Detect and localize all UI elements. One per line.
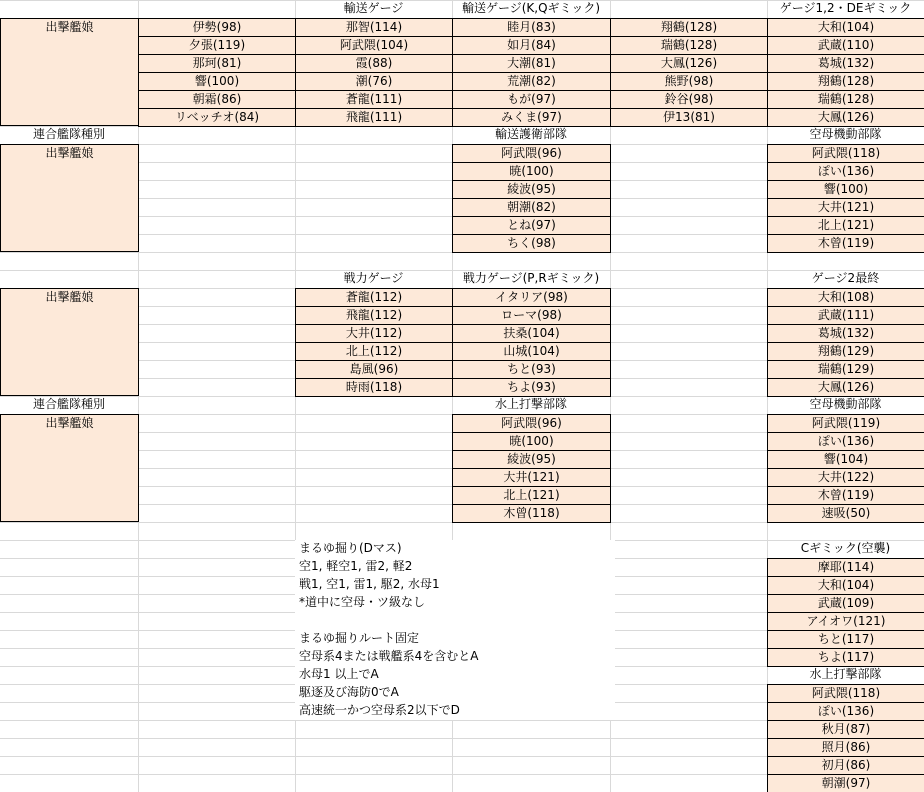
carrier-cell: 北上(121) — [767, 216, 924, 235]
gauge1-col4-cell: 伊13(81) — [610, 108, 768, 127]
header-gauge2-final: ゲージ2最終 — [811, 271, 880, 285]
carrier-task-force-header: 空母機動部隊 — [809, 127, 882, 141]
c-gimmick-cell: ちよ(117) — [767, 648, 924, 667]
note-line: まるゆ掘りルート固定 — [295, 630, 615, 648]
carrier-task-force-header-2: 空母機動部隊 — [809, 397, 882, 411]
header-transport-gauge: 輸送ゲージ — [343, 1, 404, 15]
c-gimmick-cell: 武蔵(109) — [767, 594, 924, 613]
carrier-cell: 大井(121) — [767, 198, 924, 217]
gauge2-final-cell: 翔鶴(129) — [767, 342, 924, 361]
header-battle-gauge-pr: 戦力ゲージ(P,Rギミック) — [462, 271, 600, 285]
surface-fleet-header: 水上打撃部隊 — [494, 397, 567, 411]
surface-cell: 木曾(118) — [452, 504, 611, 523]
escort-cell: とね(97) — [452, 216, 611, 235]
note-line: 高速統一かつ空母系2以下でD — [295, 702, 615, 720]
gauge1-col2-cell: 那智(114) — [295, 18, 453, 37]
gauge1-col5-cell: 瑞鶴(128) — [767, 90, 924, 109]
sortie-ships-label: 出撃艦娘 — [0, 18, 139, 126]
combined-fleet-type-label-2: 連合艦隊種別 — [32, 397, 105, 411]
gauge1-col2-cell: 霞(88) — [295, 54, 453, 73]
surface-cell: 綾波(95) — [452, 450, 611, 469]
combined2-sortie-ships-label: 出撃艦娘 — [0, 414, 139, 522]
gauge1-col5-cell: 葛城(132) — [767, 54, 924, 73]
surface-cell: 北上(121) — [452, 486, 611, 505]
gauge1-col3-cell: もが(97) — [452, 90, 611, 109]
surface-cell: 阿武隈(96) — [452, 414, 611, 433]
gauge1-col3-cell: 如月(84) — [452, 36, 611, 55]
gauge1-col5-cell: 翔鶴(128) — [767, 72, 924, 91]
note-line: 戦1, 空1, 雷1, 駆2, 水母1 — [295, 576, 615, 594]
battle-cell: 大井(112) — [295, 324, 453, 343]
battle-cell: 蒼龍(112) — [295, 288, 453, 307]
battle-cell: 時雨(118) — [295, 378, 453, 397]
note-line: 水母1 以上でA — [295, 666, 615, 684]
note-line: 駆逐及び海防0でA — [295, 684, 615, 702]
gauge1-col1-cell: 伊勢(98) — [138, 18, 296, 37]
gauge1-col3-cell: みくま(97) — [452, 108, 611, 127]
c-gimmick-surface-cell: 朝潮(97) — [767, 774, 924, 792]
note-line: 空1, 軽空1, 雷2, 軽2 — [295, 558, 615, 576]
header-gauge12-de-gimmick: ゲージ1,2・DEギミック — [779, 1, 912, 15]
note-line: 空母系4または戦艦系4を含むとA — [295, 648, 615, 666]
gauge2-final-cell: 大和(108) — [767, 288, 924, 307]
c-gimmick-cell: 摩耶(114) — [767, 558, 924, 577]
gauge1-col1-cell: リベッチオ(84) — [138, 108, 296, 127]
battle-pr-cell: 扶桑(104) — [452, 324, 611, 343]
carrier-cell: 響(100) — [767, 180, 924, 199]
gauge1-col5-cell: 大和(104) — [767, 18, 924, 37]
note-line: *道中に空母・ツ級なし — [295, 594, 615, 612]
c-gimmick-surface-cell: 秋月(87) — [767, 720, 924, 739]
c-gimmick-surface-cell: ぽい(136) — [767, 702, 924, 721]
gauge1-col3-cell: 大潮(81) — [452, 54, 611, 73]
battle-pr-cell: イタリア(98) — [452, 288, 611, 307]
surface-cell: 暁(100) — [452, 432, 611, 451]
battle-pr-cell: ちと(93) — [452, 360, 611, 379]
escort-cell: 暁(100) — [452, 162, 611, 181]
gauge1-col3-cell: 睦月(83) — [452, 18, 611, 37]
battle-cell: 北上(112) — [295, 342, 453, 361]
gauge2-final-cell: 大鳳(126) — [767, 378, 924, 397]
gauge1-col3-cell: 荒潮(82) — [452, 72, 611, 91]
gauge1-col2-cell: 飛龍(111) — [295, 108, 453, 127]
note-line: まるゆ掘り(Dマス) — [295, 540, 615, 558]
escort-cell: 阿武隈(96) — [452, 144, 611, 163]
carrier-cell: ぽい(136) — [767, 162, 924, 181]
gauge1-col4-cell: 翔鶴(128) — [610, 18, 768, 37]
c-gimmick-surface-cell: 阿武隈(118) — [767, 684, 924, 703]
battle-cell: 島風(96) — [295, 360, 453, 379]
gauge1-col4-cell: 熊野(98) — [610, 72, 768, 91]
gauge1-col5-cell: 武蔵(110) — [767, 36, 924, 55]
carrier2-cell: 速吸(50) — [767, 504, 924, 523]
carrier2-cell: 響(104) — [767, 450, 924, 469]
escort-cell: ちく(98) — [452, 234, 611, 253]
battle-pr-cell: ローマ(98) — [452, 306, 611, 325]
carrier-cell: 阿武隈(118) — [767, 144, 924, 163]
gauge1-col4-cell: 瑞鶴(128) — [610, 36, 768, 55]
gauge1-col1-cell: 朝霜(86) — [138, 90, 296, 109]
c-gimmick-header: Cギミック(空襲) — [800, 541, 891, 555]
gauge2-final-cell: 武蔵(111) — [767, 306, 924, 325]
gauge1-col1-cell: 響(100) — [138, 72, 296, 91]
escort-cell: 朝潮(82) — [452, 198, 611, 217]
battle-cell: 飛龍(112) — [295, 306, 453, 325]
carrier-cell: 木曾(119) — [767, 234, 924, 253]
gauge1-col4-cell: 鈴谷(98) — [610, 90, 768, 109]
gauge2-sortie-ships-label: 出撃艦娘 — [0, 288, 139, 396]
header-transport-gauge-kq: 輸送ゲージ(K,Qギミック) — [461, 1, 600, 15]
surface-cell: 大井(121) — [452, 468, 611, 487]
gauge1-col2-cell: 阿武隈(104) — [295, 36, 453, 55]
header-battle-gauge: 戦力ゲージ — [343, 271, 404, 285]
c-gimmick-surface-cell: 照月(86) — [767, 738, 924, 757]
gauge2-final-cell: 瑞鶴(129) — [767, 360, 924, 379]
c-gimmick-cell: ちと(117) — [767, 630, 924, 649]
gauge1-col5-cell: 大鳳(126) — [767, 108, 924, 127]
c-gimmick-cell: アイオワ(121) — [767, 612, 924, 631]
gauge1-col1-cell: 那珂(81) — [138, 54, 296, 73]
gauge1-col4-cell: 大鳳(126) — [610, 54, 768, 73]
combined-sortie-ships-label: 出撃艦娘 — [0, 144, 139, 252]
c-gimmick-cell: 大和(104) — [767, 576, 924, 595]
gauge1-col2-cell: 潮(76) — [295, 72, 453, 91]
gauge1-col2-cell: 蒼龍(111) — [295, 90, 453, 109]
escort-cell: 綾波(95) — [452, 180, 611, 199]
note-line — [295, 612, 615, 630]
carrier2-cell: ぽい(136) — [767, 432, 924, 451]
c-gimmick-surface-header: 水上打撃部隊 — [809, 667, 882, 681]
carrier2-cell: 阿武隈(119) — [767, 414, 924, 433]
combined-fleet-type-label: 連合艦隊種別 — [32, 127, 105, 141]
gauge1-col1-cell: 夕張(119) — [138, 36, 296, 55]
carrier2-cell: 大井(122) — [767, 468, 924, 487]
carrier2-cell: 木曾(119) — [767, 486, 924, 505]
c-gimmick-surface-cell: 初月(86) — [767, 756, 924, 775]
battle-pr-cell: ちよ(93) — [452, 378, 611, 397]
battle-pr-cell: 山城(104) — [452, 342, 611, 361]
escort-fleet-header: 輸送護衛部隊 — [494, 127, 567, 141]
gauge2-final-cell: 葛城(132) — [767, 324, 924, 343]
